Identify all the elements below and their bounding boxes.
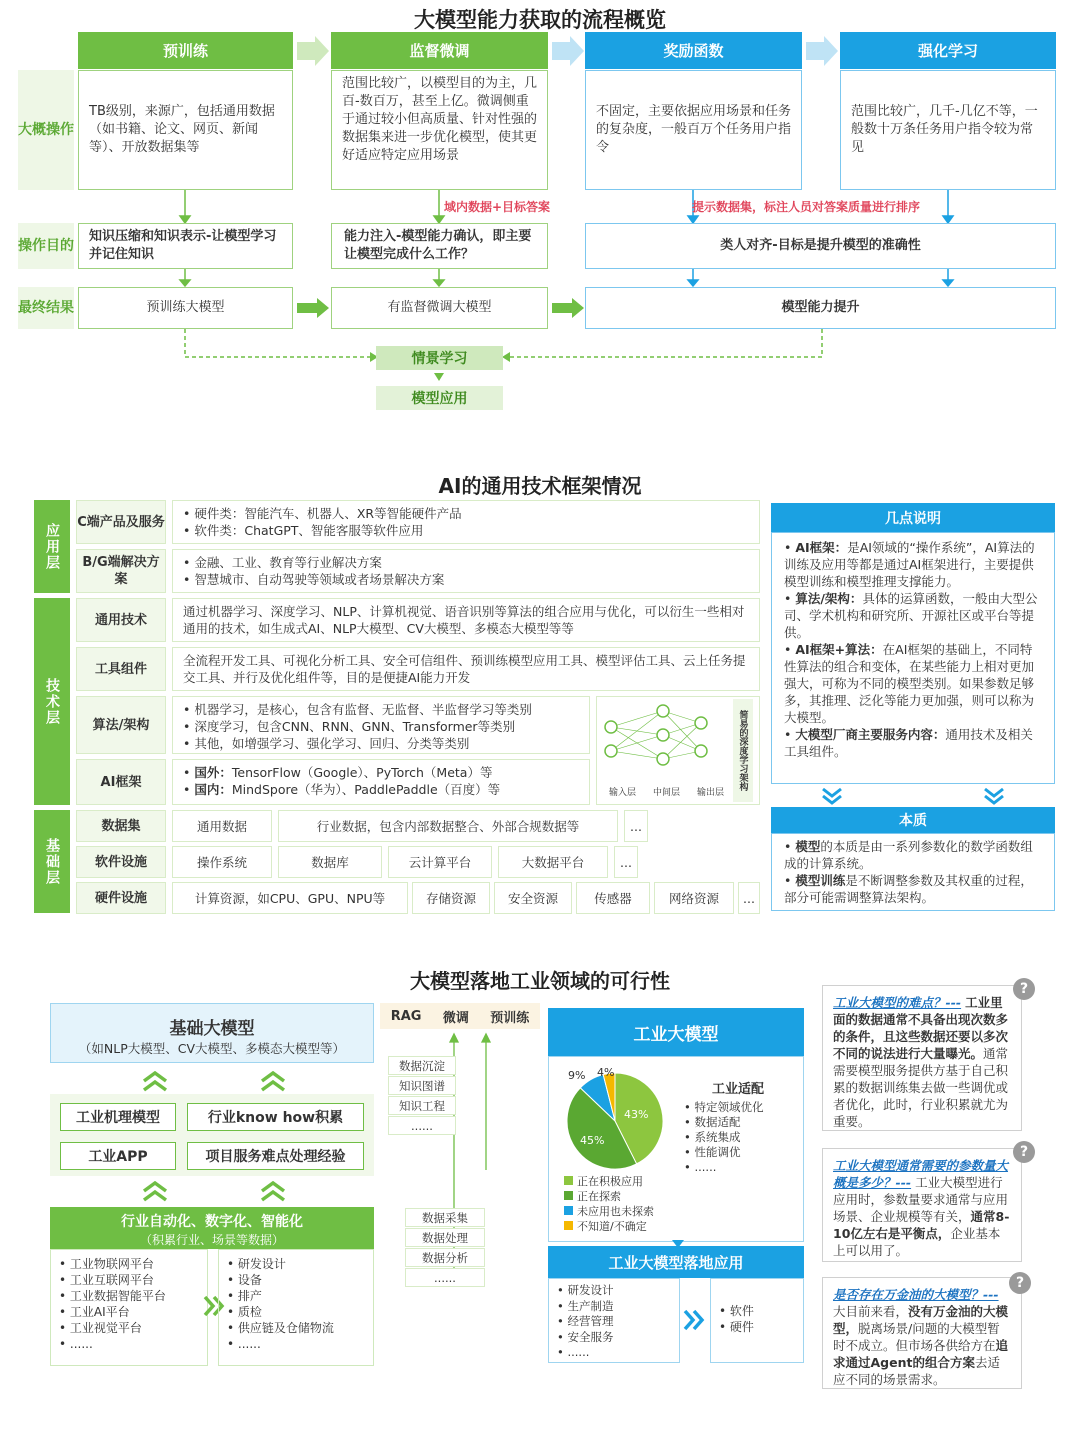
automation-sub: （积累行业、场景等数据） <box>139 1233 284 1247</box>
list-item: 数据处理 <box>405 1228 485 1247</box>
layer-base: 基础层 <box>34 810 70 913</box>
dashed-flow <box>0 329 1080 409</box>
stage-sft: 监督微调 <box>331 32 548 69</box>
scenario-list <box>218 1249 374 1366</box>
row-label-algo: 算法/架构 <box>76 696 166 754</box>
list-item: • 智慧城市、自动驾驶等领域或者场景解决方案 <box>183 571 749 588</box>
list-item: • 金融、工业、教育等行业解决方案 <box>183 554 749 571</box>
list-item: • 系统集成 <box>684 1130 763 1145</box>
cell: ... <box>614 846 638 878</box>
list-item: • 质检 <box>227 1304 365 1320</box>
landing-forms <box>710 1278 804 1363</box>
qa-box-params: 工业大模型通常需要的参数量大概是多少？--- 工业大模型进行应用时，参数量要求通常与应用场景、企业规模等有关，通常8-10亿左右是平衡点，企业基本上可以用了。 <box>822 1148 1022 1262</box>
list-item: • ...... <box>59 1336 199 1352</box>
list-item: • 工业视觉平台 <box>59 1320 199 1336</box>
red-note-reward: 提示数据集，标注人员对答案质量进行排序 <box>692 200 921 214</box>
cell: 存储资源 <box>412 882 490 914</box>
list-item: 知识图谱 <box>388 1076 456 1095</box>
row-label-bg: B/G端解决方案 <box>76 549 166 593</box>
stage-pretrain: 预训练 <box>78 32 293 69</box>
row-label-ops: 大概操作 <box>18 70 74 190</box>
flow-connectors <box>0 269 1080 289</box>
ops-sft: 范围比较广，以模型目的为主，几百-数百万，甚至上亿。微调侧重于通过较小但高质量、针对性强的数据集来进一步优化模型，使其更好适应特定应用场景 <box>331 70 548 190</box>
cell: 操作系统 <box>172 846 272 878</box>
list-item: • 工业互联网平台 <box>59 1272 199 1288</box>
legend-swatch <box>564 1221 573 1230</box>
list-item: • 机器学习，是核心，包含有监督、无监督、半监督学习等类别 <box>183 701 579 718</box>
list-item: • 硬件类：智能汽车、机器人、XR等智能硬件产品 <box>183 505 749 522</box>
row-label-hardware: 硬件设施 <box>76 882 166 914</box>
list-item: • 大模型厂商主要服务内容：通用技术及相关工具组件。 <box>784 726 1044 760</box>
industrial-model-title: 工业大模型 <box>548 1008 804 1056</box>
double-chevron-down-icon <box>820 787 844 805</box>
method-tabs <box>380 1003 540 1029</box>
double-chevron-up-icon <box>140 1071 170 1093</box>
cell: 云计算平台 <box>388 846 492 878</box>
list-item: • 其他，如增强学习、强化学习、回归、分类等类别 <box>183 735 579 752</box>
cell: 计算资源，如CPU、GPU、NPU等 <box>172 882 408 914</box>
double-chevron-down-icon <box>982 787 1006 805</box>
list-item: • 数据适配 <box>684 1115 763 1130</box>
base-model-box <box>50 1003 374 1063</box>
list-item: 数据沉淀 <box>388 1056 456 1075</box>
pie-label-43: 43% <box>624 1108 649 1121</box>
question-icon: ? <box>1009 1272 1031 1294</box>
list-item: ...... <box>388 1116 456 1135</box>
result-sft: 有监督微调大模型 <box>331 287 548 329</box>
knowledge-list <box>388 1056 456 1135</box>
nn-side-label: 简易的深度学习架构 <box>733 699 753 802</box>
row-general-content: 通过机器学习、深度学习、NLP、计算机视觉、语音识别等算法的组合应用与优化，可以衍生一些相对通用的技术，如生成式AI、NLP大模型、CV大模型、多模态大模型等等 <box>172 598 760 642</box>
row-label-general: 通用技术 <box>76 598 166 642</box>
double-chevron-up-icon <box>258 1071 288 1093</box>
automation-title: 行业自动化、数字化、智能化 <box>121 1214 303 1230</box>
row-label-tools: 工具组件 <box>76 647 166 691</box>
platform-list <box>50 1249 208 1366</box>
list-item: ...... <box>405 1268 485 1287</box>
list-item: • 算法/架构：具体的运算函数，一般由大型公司、学术机构和研究所、开源社区或平台等提供。 <box>784 590 1044 641</box>
layer-technology: 技术层 <box>34 598 70 805</box>
list-item: • 研发设计 <box>227 1256 365 1272</box>
row-label-result: 最终结果 <box>18 287 74 329</box>
chevron-arrow-icon <box>802 36 842 66</box>
essence-box <box>771 833 1055 911</box>
adapt-list <box>684 1100 763 1175</box>
stage-reward: 奖励函数 <box>585 32 802 69</box>
nn-diagram <box>596 696 760 805</box>
neural-network-icon <box>601 699 731 789</box>
list-item: • 软件类：ChatGPT、智能客服等软件应用 <box>183 522 749 539</box>
row-algo-content <box>172 696 590 754</box>
automation-header <box>50 1207 374 1249</box>
scene-learning: 情景学习 <box>376 346 503 370</box>
ops-pretrain: TB级别，来源广，包括通用数据（如书籍、论文、网页、新闻等）、开放数据集等 <box>78 70 293 190</box>
double-chevron-up-icon <box>140 1181 170 1203</box>
cell: 传感器 <box>576 882 650 914</box>
model-application: 模型应用 <box>376 386 503 410</box>
tab-rag: RAG <box>390 1008 422 1024</box>
cell: 行业数据，包含内部数据整合、外部合规数据等 <box>278 810 618 842</box>
list-item: • 国内：MindSpore（华为）、PaddlePaddle（百度）等 <box>183 781 579 798</box>
tab-finetune: 微调 <box>442 1010 469 1026</box>
double-chevron-right-icon <box>682 1308 706 1332</box>
row-framework-content <box>172 759 590 805</box>
legend-swatch <box>564 1176 573 1185</box>
layer-application: 应用层 <box>34 500 70 593</box>
list-item: • 深度学习，包含CNN、RNN、GNN、Transformer等类别 <box>183 718 579 735</box>
notes-box <box>771 532 1055 784</box>
base-model-sub: （如NLP大模型、CV大模型、多模态大模型等） <box>78 1041 346 1056</box>
nn-label: 输出层 <box>697 788 725 798</box>
nn-label: 中间层 <box>653 788 681 798</box>
double-chevron-up-icon <box>258 1181 288 1203</box>
row-c-content <box>172 500 760 544</box>
list-item: 数据采集 <box>405 1208 485 1227</box>
data-list <box>405 1208 485 1287</box>
list-item: • 国外：TensorFlow（Google）、PyTorch（Meta）等 <box>183 764 579 781</box>
cell: 安全资源 <box>494 882 572 914</box>
list-item: • 硬件 <box>719 1319 795 1335</box>
section1-title: 大模型能力获取的流程概览 <box>414 8 666 32</box>
list-item: • ...... <box>557 1345 671 1361</box>
list-item: • 安全服务 <box>557 1330 671 1346</box>
section2-title: AI的通用技术框架情况 <box>438 474 642 498</box>
result-pretrain: 预训练大模型 <box>78 287 293 329</box>
legend-item: 未应用也未探索 <box>564 1204 654 1219</box>
list-item: • ...... <box>227 1336 365 1352</box>
base-model-title: 基础大模型 <box>169 1019 255 1039</box>
result-improve: 模型能力提升 <box>585 287 1056 329</box>
purpose-pretrain: 知识压缩和知识表示-让模型学习并记住知识 <box>78 223 293 269</box>
ops-rl: 范围比较广，几千-几亿不等，一般数十万条任务用户指令较为常见 <box>840 70 1056 190</box>
question-icon: ? <box>1013 1141 1035 1163</box>
list-item: • 性能调优 <box>684 1145 763 1160</box>
cell: 通用数据 <box>172 810 272 842</box>
landing-title: 工业大模型落地应用 <box>548 1246 804 1278</box>
list-item: • 设备 <box>227 1272 365 1288</box>
cell: 数据库 <box>278 846 382 878</box>
btn-project-experience: 项目服务难点处理经验 <box>187 1142 364 1170</box>
legend-swatch <box>564 1206 573 1215</box>
qa-box-universal: 是否存在万金油的大模型？--- 大目前来看，没有万金油的大模型，脱离场景/问题的大模型暂时不成立。但市场各供给方在追求通过Agent的组合方案去适应不同的场景需求。 <box>822 1277 1022 1389</box>
list-item: • 软件 <box>719 1303 795 1319</box>
ops-reward: 不固定，主要依据应用场景和任务的复杂度，一般百万个任务用户指令 <box>585 70 802 190</box>
pie-label-4: 4% <box>597 1066 615 1079</box>
legend-item: 正在积极应用 <box>564 1174 654 1189</box>
chevron-arrow-icon <box>548 36 588 66</box>
stage-rl: 强化学习 <box>840 32 1056 69</box>
purpose-alignment: 类人对齐-目标是提升模型的准确性 <box>585 223 1056 269</box>
section3-title: 大模型落地工业领域的可行性 <box>410 969 670 993</box>
list-item: • 排产 <box>227 1288 365 1304</box>
adapt-title: 工业适配 <box>712 1082 765 1097</box>
row-label-dataset: 数据集 <box>76 810 166 842</box>
pie-legend <box>564 1174 654 1234</box>
notes-title: 几点说明 <box>771 503 1055 532</box>
list-item: • 特定领域优化 <box>684 1100 763 1115</box>
essence-title: 本质 <box>771 807 1055 833</box>
list-item: • 生产制造 <box>557 1299 671 1315</box>
btn-knowhow: 行业know how积累 <box>187 1103 364 1131</box>
landing-scenarios <box>548 1278 680 1363</box>
cell: 网络资源 <box>654 882 734 914</box>
list-item: • 工业数据智能平台 <box>59 1288 199 1304</box>
list-item: • AI框架：是AI领域的“操作系统”，AI算法的训练及应用等都是通过AI框架进行，主要提供模型训练和模型推理支撑能力。 <box>784 539 1044 590</box>
adoption-pie-chart <box>560 1066 670 1176</box>
list-item: • 经营管理 <box>557 1314 671 1330</box>
chevron-arrow-icon <box>293 36 333 66</box>
row-label-software: 软件设施 <box>76 846 166 878</box>
list-item: • 模型的本质是由一系列参数化的数学函数组成的计算系统。 <box>784 838 1044 872</box>
btn-mechanism-model: 工业机理模型 <box>60 1103 176 1131</box>
nn-label: 输入层 <box>609 788 637 798</box>
list-item: • 工业物联网平台 <box>59 1256 199 1272</box>
arrow-right-icon <box>548 296 588 320</box>
row-label-framework: AI框架 <box>76 759 166 805</box>
row-label-purpose: 操作目的 <box>18 223 74 269</box>
cell: ... <box>738 882 760 914</box>
list-item: • AI框架+算法：在AI框架的基础上，不同特性算法的组合和变体，在某些能力上相对更加强大，可称为不同的模型类别。如果参数足够多，其推理、泛化等能力更加强，则可以称为大模型。 <box>784 641 1044 726</box>
pie-label-45: 45% <box>580 1134 605 1147</box>
question-icon: ? <box>1013 978 1035 1000</box>
row-bg-content <box>172 549 760 593</box>
list-item: • 工业AI平台 <box>59 1304 199 1320</box>
btn-industrial-app: 工业APP <box>60 1142 176 1170</box>
list-item: • 研发设计 <box>557 1283 671 1299</box>
arrow-right-icon <box>293 296 333 320</box>
list-item: 知识工程 <box>388 1096 456 1115</box>
row-label-c: C端产品及服务 <box>76 500 166 544</box>
red-note-sft: 域内数据+目标答案 <box>444 200 551 214</box>
row-tools-content: 全流程开发工具、可视化分析工具、安全可信组件、预训练模型应用工具、模型评估工具、云上任务提交工具、并行及优化组件等，目的是便捷AI能力开发 <box>172 647 760 691</box>
legend-swatch <box>564 1191 573 1200</box>
list-item: 数据分析 <box>405 1248 485 1267</box>
pie-label-9: 9% <box>568 1069 586 1082</box>
list-item: • 模型训练是不断调整参数及其权重的过程，部分可能需调整算法架构。 <box>784 872 1044 906</box>
legend-item: 正在探索 <box>564 1189 654 1204</box>
cell: 大数据平台 <box>498 846 608 878</box>
list-item: • ...... <box>684 1160 763 1175</box>
cell: ... <box>624 810 648 842</box>
legend-item: 不知道/不确定 <box>564 1219 654 1234</box>
purpose-sft: 能力注入-模型能力确认，即主要让模型完成什么工作？ <box>331 223 548 269</box>
tab-pretrain: 预训练 <box>490 1010 530 1026</box>
qa-box-difficulty: 工业大模型的难点？--- 工业里面的数据通常不具备出现次数多的条件，且这些数据还要以多次不同的说法进行大量曝光。通常需要模型服务提供方基于自己积累的数据训练集去做一些调优或者优化，此时，行业积累就尤为重要。 <box>822 985 1022 1131</box>
list-item: • 供应链及仓储物流 <box>227 1320 365 1336</box>
